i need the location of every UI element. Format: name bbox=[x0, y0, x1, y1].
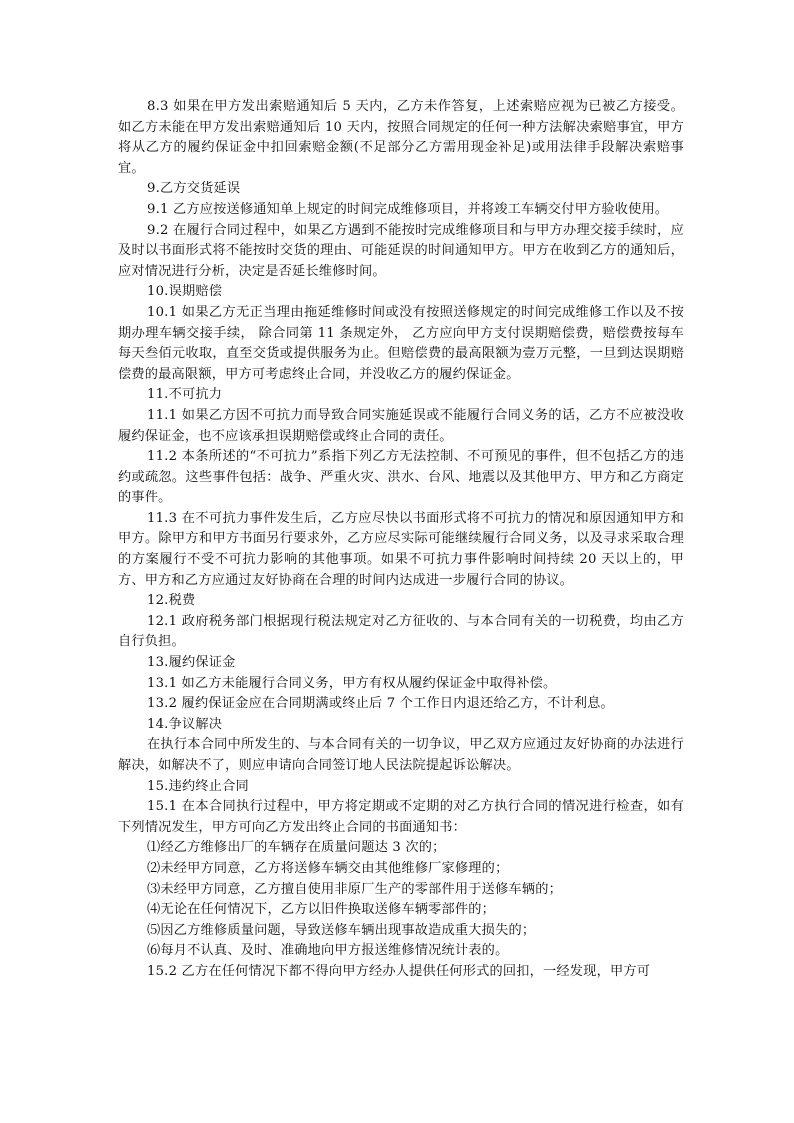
clause-12-1: 12.1 政府税务部门根据现行税法规定对乙方征收的、与本合同有关的一切税费，均由乙方自行负担。 bbox=[118, 613, 684, 650]
section-heading-15: 15.违约终止合同 bbox=[147, 778, 249, 794]
clause-9-2: 9.2 在履行合同过程中，如果乙方遇到不能按时完成维修项目和与甲方办理交接手续时，应及时以书面形式将不能按时交货的理由、可能延误的时间通知甲方。甲方在收到乙方的通知后，应对情况进行分析，决定是否延长维修时间。 bbox=[118, 222, 684, 279]
clause-8-3: 8.3 如果在甲方发出索赔通知后 5 天内，乙方未作答复，上述索赔应视为已被乙方接受。如乙方未能在甲方发出索赔通知后 10 天内，按照合同规定的任何一种方法解决索赔事宜，甲方将从乙方的履约保证金中扣回索赔金额(不足部分乙方需用现金补足)或用法律手段解决索赔事宜。 bbox=[118, 99, 684, 176]
list-item: ⑵未经甲方同意，乙方将送修车辆交由其他维修厂家修理的； bbox=[147, 860, 509, 876]
clause-15-2: 15.2 乙方在任何情况下都不得向甲方经办人提供任何形式的回扣，一经发现，甲方可 bbox=[147, 963, 651, 979]
section-heading-10: 10.误期赔偿 bbox=[147, 284, 223, 300]
section-heading-14: 14.争议解决 bbox=[147, 716, 223, 732]
clause-11-2: 11.2 本条所述的“不可抗力”系指下列乙方无法控制、不可预见的事件，但不包括乙方的违约或疏忽。这些事件包括：战争、严重火灾、洪水、台风、地震以及其他甲方、甲方和乙方商定的事件。 bbox=[118, 449, 684, 506]
list-item: ⑸因乙方维修质量问题，导致送修车辆出现事故造成重大损失的； bbox=[147, 922, 536, 938]
clause-9-1: 9.1 乙方应按送修通知单上规定的时间完成维修项目，并将竣工车辆交付甲方验收使用。 bbox=[147, 201, 669, 217]
list-item: ⑷无论在任何情况下，乙方以旧件换取送修车辆零部件的； bbox=[147, 902, 496, 918]
section-heading-11: 11.不可抗力 bbox=[147, 387, 223, 403]
section-heading-13: 13.履约保证金 bbox=[147, 655, 236, 671]
contract-text bbox=[118, 97, 684, 983]
list-item: ⑶未经甲方同意，乙方擅自使用非原厂生产的零部件用于送修车辆的； bbox=[147, 881, 563, 897]
list-item: ⑹每月不认真、及时、准确地向甲方报送维修情况统计表的。 bbox=[147, 943, 509, 959]
clause-11-1: 11.1 如果乙方因不可抗力而导致合同实施延误或不能履行合同义务的话，乙方不应被没收履约保证金，也不应该承担误期赔偿或终止合同的责任。 bbox=[118, 407, 684, 444]
clause-10-1: 10.1 如果乙方无正当理由拖延维修时间或没有按照送修规定的时间完成维修工作以及不按期办理车辆交接手续， 除合同第 11 条规定外， 乙方应向甲方支付误期赔偿费，赔偿费按每车每天叁佰元收取，直至交货或提供服务为止。但赔偿费的最高限额为壹万元整，一旦到达误期赔偿费的最高限额，甲方可考虑终止合同，并没收乙方的履约保证金。 bbox=[118, 304, 684, 382]
clause-14-body: 在执行本合同中所发生的、与本合同有关的一切争议，甲乙双方应通过友好协商的办法进行解决，如解决不了，则应申请向合同签订地人民法院提起诉讼解决。 bbox=[118, 737, 684, 773]
section-heading-12: 12.税费 bbox=[147, 593, 196, 609]
section-heading-9: 9.乙方交货延误 bbox=[147, 181, 241, 197]
clause-13-1: 13.1 如乙方未能履行合同义务，甲方有权从履约保证金中取得补偿。 bbox=[147, 675, 557, 691]
clause-15-1: 15.1 在本合同执行过程中，甲方将定期或不定期的对乙方执行合同的情况进行检查，如有下列情况发生，甲方可向乙方发出终止合同的书面通知书： bbox=[118, 799, 684, 835]
list-item: ⑴经乙方维修出厂的车辆存在质量问题达 3 次的； bbox=[147, 840, 446, 856]
clause-13-2: 13.2 履约保证金应在合同期满或终止后 7 个工作日内退还给乙方，不计利息。 bbox=[147, 696, 614, 712]
clause-11-3: 11.3 在不可抗力事件发生后，乙方应尽快以书面形式将不可抗力的情况和原因通知甲方和甲方。除甲方和甲方书面另行要求外，乙方应尽实际可能继续履行合同义务，以及寻求采取合理的方案履行不受不可抗力影响的其他事项。如果不可抗力事件影响时间持续 20 天以上的，甲方、甲方和乙方应通过友好协商在合理的时间内达成进一步履行合同的协议。 bbox=[118, 510, 684, 588]
